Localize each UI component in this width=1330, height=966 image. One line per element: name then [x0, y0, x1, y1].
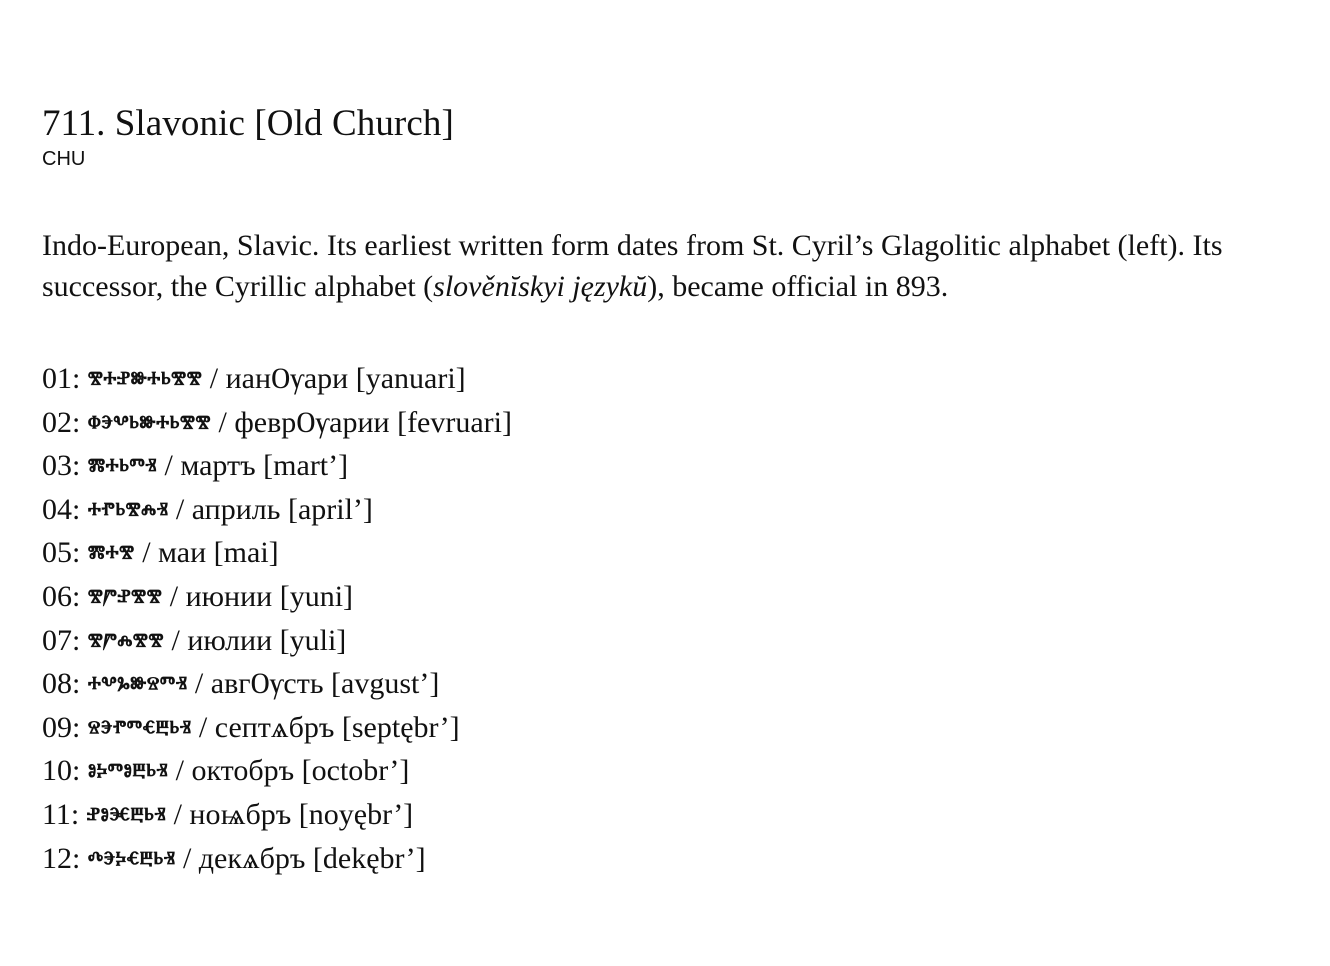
month-row [42, 750, 1302, 794]
cyrillic-word: / септѧбръ [198, 710, 335, 744]
month-row [42, 663, 1302, 707]
glagolitic-word: ⰺⰰⱀⱆⰰⱃⰺⰺ [87, 366, 203, 394]
month-row [42, 489, 1302, 533]
transliteration: [april’] [287, 492, 373, 526]
glagolitic-word: ⱇⰵⰲⱃⱆⰰⱃⰺⰺ [87, 409, 212, 438]
glagolitic-word: ⰿⰰⱃⱅⱐ [87, 453, 157, 482]
month-index: 05: [42, 536, 81, 570]
month-row [42, 576, 1302, 620]
transliteration: [mai] [213, 536, 279, 570]
transliteration: [fevruari] [397, 405, 512, 439]
month-row [42, 445, 1302, 489]
month-row [42, 358, 1302, 402]
glagolitic-word: ⱁⰽⱅⱁⰱⱃⱐ [87, 758, 169, 787]
month-index: 04: [42, 492, 81, 526]
description-text-start: Indo-European, Slavic. Its earliest written form dates from St. Cyril’s Glagolitic alphabet (left). Its successor, the Cyrillic alphabet ( [42, 229, 1223, 303]
glagolitic-word: ⰰⱂⱃⰺⰾⱐ [87, 496, 169, 525]
page-title [42, 100, 1302, 148]
glagolitic-word: ⰺⱓⰾⰺⰺ [87, 627, 164, 656]
month-index: 07: [42, 623, 81, 657]
month-index: 06: [42, 579, 81, 613]
cyrillic-word: / ианѸари [209, 362, 349, 395]
month-index: 10: [42, 754, 81, 788]
transliteration: [yuni] [279, 579, 354, 613]
language-name: Slavonic [Old Church] [114, 103, 454, 144]
glagolitic-word: ⱀⱁⱗⰱⱃⱐ [86, 801, 167, 830]
description-text-end: ), became official in 893. [647, 270, 949, 303]
cyrillic-word: / июнии [169, 579, 273, 613]
language-code: CHU [42, 148, 86, 170]
cyrillic-word: / октобръ [175, 754, 295, 788]
cyrillic-word: / ноѩбръ [173, 797, 292, 831]
month-index: 09: [42, 710, 81, 744]
glagolitic-word: ⱄⰵⱂⱅⱔⰱⱃⱐ [87, 714, 192, 743]
cyrillic-word: / июлии [171, 623, 273, 657]
cyrillic-word: / декѧбръ [182, 841, 306, 875]
native-name: slověnĭskyi językŭ [433, 270, 648, 303]
cyrillic-word: / авгѸсть [194, 667, 324, 701]
month-row [42, 707, 1302, 751]
month-list [42, 358, 1302, 881]
month-index: 02: [42, 405, 81, 439]
month-index: 03: [42, 449, 81, 483]
month-index: 08: [42, 667, 81, 701]
month-row [42, 620, 1302, 664]
transliteration: [mart’] [263, 449, 349, 483]
transliteration: [avgust’] [331, 667, 440, 701]
cyrillic-word: / маи [142, 536, 207, 570]
cyrillic-word: / априль [175, 492, 281, 526]
month-row [42, 402, 1302, 446]
glagolitic-word: ⰺⱓⱀⰺⰺ [87, 583, 163, 612]
transliteration: [noyębr’] [298, 797, 414, 831]
month-row [42, 794, 1302, 838]
language-entry [42, 100, 1302, 897]
entry-number: 711. [42, 103, 106, 144]
glagolitic-word: ⰰⰲⰳⱆⱄⱅⱐ [87, 671, 188, 700]
glagolitic-word: ⰴⰵⰽⱔⰱⱃⱐ [87, 845, 176, 874]
transliteration: [yanuari] [355, 362, 466, 395]
month-index: 12: [42, 841, 81, 875]
month-index: 01: [42, 362, 81, 395]
glagolitic-word: ⰿⰰⰺ [87, 540, 135, 569]
cyrillic-word: / мартъ [164, 449, 256, 483]
transliteration: [septębr’] [341, 710, 460, 744]
month-index: 11: [42, 797, 80, 831]
transliteration: [yuli] [279, 623, 347, 657]
month-row [42, 838, 1302, 882]
cyrillic-word: / феврѸарии [218, 405, 390, 439]
transliteration: [octobr’] [301, 754, 410, 788]
month-row [42, 532, 1302, 576]
transliteration: [dekębr’] [312, 841, 426, 875]
language-description [42, 225, 1307, 307]
